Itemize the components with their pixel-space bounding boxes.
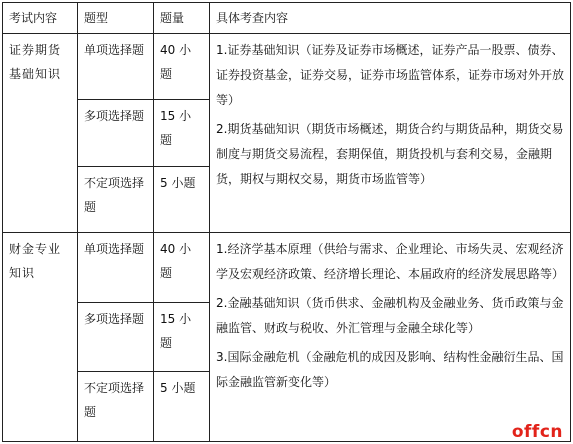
content-paragraph: 1.经济学基本原理（供给与需求、企业理论、市场失灵、宏观经济学及宏观经济政策、经济增长理论、本届政府的经济发展思路等） — [216, 242, 565, 281]
question-count: 5 小题 — [154, 166, 210, 232]
question-type — [78, 372, 154, 442]
subject-line: 知识 — [9, 266, 36, 280]
question-count: 40 小题 — [154, 233, 210, 303]
question-type-line: 不定项选择 — [84, 381, 145, 396]
question-type: 单项选择题 — [78, 233, 154, 303]
question-type: 多项选择题 — [78, 100, 154, 166]
header-exam-content: 考试内容 — [3, 3, 78, 34]
question-count: 40 小题 — [154, 34, 210, 100]
content-paragraph: 1.证券基础知识（证券及证券市场概述，证券产品一股票、债券、证券投资基金，证券交易，证券市场监管体系，证券市场对外开放等） — [216, 43, 565, 107]
question-type: 单项选择题 — [78, 34, 154, 100]
question-type-line: 题 — [84, 405, 97, 420]
content-paragraph: 2.金融基础知识（货币供求、金融机构及金融业务、货币政策与金融监管、财政与税收、外汇管理与金融全球化等） — [216, 296, 564, 335]
question-type-line: 不定项选择 — [84, 175, 145, 190]
subject-line: 基础知识 — [9, 67, 62, 81]
header-question-type: 题型 — [78, 3, 154, 34]
question-type: 多项选择题 — [78, 302, 154, 372]
table-row — [3, 233, 571, 303]
question-count: 15 小题 — [154, 100, 210, 166]
question-type — [78, 166, 154, 232]
question-count: 15 小题 — [154, 302, 210, 372]
specific-content — [210, 233, 571, 442]
subject-line: 财金专业 — [9, 242, 62, 256]
content-paragraph: 3.国际金融危机（金融危机的成因及影响、结构性金融衍生品、国际金融监管新变化等） — [216, 350, 564, 389]
subject-cell — [3, 34, 78, 233]
question-count: 5 小题 — [154, 372, 210, 442]
offcn-watermark-logo: offcn — [511, 422, 563, 442]
header-specific-content: 具体考查内容 — [210, 3, 571, 34]
question-type-line: 题 — [84, 199, 97, 214]
table-header-row — [3, 3, 571, 34]
subject-cell — [3, 233, 78, 442]
content-paragraph: 2.期货基础知识（期货市场概述，期货合约与期货品种，期货交易制度与期货交易流程，套期保值，期货投机与套利交易，金融期货，期权与期权交易，期货市场监管等） — [216, 122, 564, 186]
table-row — [3, 34, 571, 100]
specific-content — [210, 34, 571, 233]
exam-content-table — [2, 2, 571, 442]
subject-line: 证券期货 — [9, 43, 62, 57]
header-question-count: 题量 — [154, 3, 210, 34]
